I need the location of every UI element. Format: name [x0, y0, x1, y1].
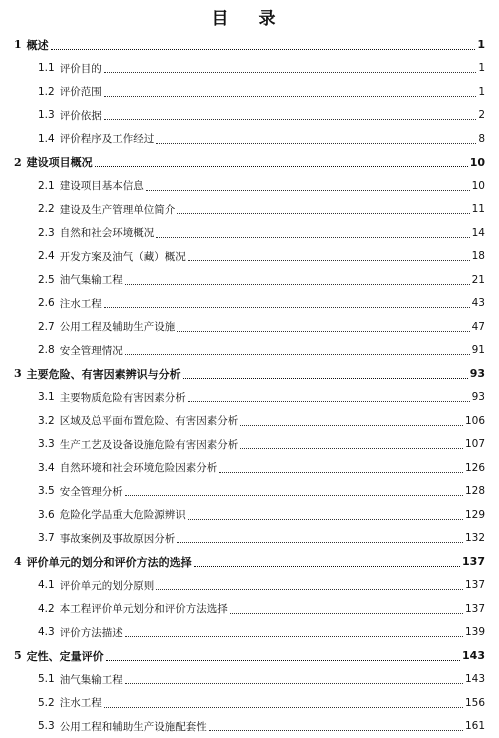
toc-section-entry[interactable] [0, 245, 499, 269]
toc-entry-page: 47 [472, 321, 485, 333]
toc-entry-page: 14 [472, 227, 485, 239]
toc-section-entry[interactable] [0, 456, 499, 480]
toc-entry-number: 5.1 [38, 673, 55, 685]
toc-entry-number: 3 [14, 367, 22, 380]
toc-entry-page: 93 [470, 367, 485, 380]
toc-entry-title: 评价范围 [60, 84, 102, 99]
toc-entry-number: 3.7 [38, 532, 55, 544]
toc-entry-number: 1.4 [38, 133, 55, 145]
toc-section-entry[interactable] [0, 527, 499, 551]
toc-entry-page: 21 [472, 274, 485, 286]
toc-entry-title: 评价程序及工作经过 [60, 131, 155, 146]
toc-leader-dots [188, 259, 470, 261]
toc-leader-dots [146, 189, 470, 191]
toc-entry-title: 油气集输工程 [60, 672, 123, 687]
toc-leader-dots [219, 471, 463, 473]
toc-entry-title: 评价单元的划分原则 [60, 578, 155, 593]
toc-section-entry[interactable] [0, 480, 499, 504]
toc-entry-page: 137 [465, 603, 485, 615]
toc-entry-page: 132 [465, 532, 485, 544]
toc-entry-number: 2.3 [38, 227, 55, 239]
toc-section-entry[interactable] [0, 339, 499, 363]
toc-entry-number: 4 [14, 555, 22, 568]
toc-leader-dots [177, 330, 469, 332]
toc-entry-title: 建设及生产管理单位简介 [60, 202, 176, 217]
toc-leader-dots [240, 447, 463, 449]
toc-chapter-entry[interactable] [0, 550, 499, 574]
toc-entry-title: 安全管理分析 [60, 484, 123, 499]
toc-section-entry[interactable] [0, 104, 499, 128]
toc-entry-title: 概述 [27, 37, 49, 53]
toc-section-entry[interactable] [0, 597, 499, 621]
toc-entry-title: 公用工程和辅助生产设施配套性 [60, 719, 207, 734]
toc-entry-number: 2 [14, 156, 22, 169]
toc-leader-dots [104, 95, 477, 97]
toc-entry-number: 1.1 [38, 62, 55, 74]
toc-leader-dots [104, 71, 477, 73]
toc-entry-number: 3.5 [38, 485, 55, 497]
toc-entry-number: 3.4 [38, 462, 55, 474]
toc-entry-page: 143 [462, 649, 485, 662]
toc-entry-number: 3.2 [38, 415, 55, 427]
toc-entry-page: 8 [478, 133, 485, 145]
toc-leader-dots [177, 541, 463, 543]
toc-leader-dots [104, 118, 477, 120]
toc-entry-title: 开发方案及油气（藏）概况 [60, 249, 186, 264]
toc-entry-title: 定性、定量评价 [27, 648, 104, 664]
toc-entry-title: 主要危险、有害因素辨识与分析 [27, 366, 181, 382]
toc-entry-page: 11 [472, 203, 485, 215]
toc-section-entry[interactable] [0, 409, 499, 433]
toc-entry-number: 4.3 [38, 626, 55, 638]
toc-leader-dots [125, 283, 470, 285]
toc-entry-title: 注水工程 [60, 695, 102, 710]
toc-section-entry[interactable] [0, 433, 499, 457]
toc-leader-dots [125, 494, 463, 496]
toc-section-entry[interactable] [0, 80, 499, 104]
toc-entry-number: 1.3 [38, 109, 55, 121]
table-of-contents [0, 33, 499, 738]
toc-entry-page: 106 [465, 415, 485, 427]
toc-section-entry[interactable] [0, 174, 499, 198]
toc-entry-page: 126 [465, 462, 485, 474]
toc-entry-page: 1 [477, 38, 485, 51]
toc-entry-page: 43 [472, 297, 485, 309]
toc-leader-dots [230, 612, 463, 614]
toc-entry-page: 139 [465, 626, 485, 638]
toc-leader-dots [188, 400, 470, 402]
toc-chapter-entry[interactable] [0, 33, 499, 57]
toc-section-entry[interactable] [0, 574, 499, 598]
toc-entry-number: 2.2 [38, 203, 55, 215]
toc-entry-title: 自然环境和社会环境危险因素分析 [60, 460, 218, 475]
toc-leader-dots [240, 424, 463, 426]
toc-entry-number: 4.1 [38, 579, 55, 591]
toc-entry-number: 5.2 [38, 697, 55, 709]
toc-leader-dots [125, 353, 470, 355]
toc-entry-page: 1 [478, 62, 485, 74]
toc-entry-title: 事故案例及事故原因分析 [60, 531, 176, 546]
toc-entry-title: 评价目的 [60, 61, 102, 76]
toc-leader-dots [156, 236, 469, 238]
toc-leader-dots [104, 306, 470, 308]
toc-entry-number: 1.2 [38, 86, 55, 98]
toc-entry-number: 4.2 [38, 603, 55, 615]
toc-entry-page: 10 [472, 180, 485, 192]
toc-entry-page: 137 [465, 579, 485, 591]
toc-entry-page: 91 [472, 344, 485, 356]
toc-entry-number: 1 [14, 38, 22, 51]
toc-entry-page: 18 [472, 250, 485, 262]
toc-entry-title: 区域及总平面布置危险、有害因素分析 [60, 413, 239, 428]
toc-leader-dots [125, 682, 463, 684]
toc-entry-title: 安全管理情况 [60, 343, 123, 358]
toc-section-entry[interactable] [0, 292, 499, 316]
toc-entry-title: 注水工程 [60, 296, 102, 311]
toc-entry-title: 建设项目概况 [27, 154, 93, 170]
toc-chapter-entry[interactable] [0, 644, 499, 668]
toc-entry-page: 156 [465, 697, 485, 709]
toc-leader-dots [95, 165, 468, 167]
toc-entry-title: 主要物质危险有害因素分析 [60, 390, 186, 405]
toc-entry-title: 公用工程及辅助生产设施 [60, 319, 176, 334]
toc-entry-number: 3.1 [38, 391, 55, 403]
toc-leader-dots [194, 565, 460, 567]
toc-entry-number: 2.6 [38, 297, 55, 309]
toc-entry-number: 2.7 [38, 321, 55, 333]
toc-entry-title: 危险化学品重大危险源辨识 [60, 507, 186, 522]
toc-entry-title: 评价依据 [60, 108, 102, 123]
toc-entry-number: 2.5 [38, 274, 55, 286]
toc-leader-dots [188, 518, 463, 520]
toc-entry-page: 2 [478, 109, 485, 121]
toc-leader-dots [177, 212, 469, 214]
toc-section-entry[interactable] [0, 221, 499, 245]
toc-leader-dots [156, 588, 463, 590]
toc-entry-page: 161 [465, 720, 485, 732]
toc-section-entry[interactable] [0, 127, 499, 151]
toc-entry-title: 油气集输工程 [60, 272, 123, 287]
toc-leader-dots [106, 659, 460, 661]
toc-entry-number: 2.4 [38, 250, 55, 262]
toc-section-entry[interactable] [0, 315, 499, 339]
toc-entry-number: 2.1 [38, 180, 55, 192]
toc-section-entry[interactable] [0, 621, 499, 645]
toc-chapter-entry[interactable] [0, 151, 499, 175]
toc-entry-page: 137 [462, 555, 485, 568]
toc-leader-dots [183, 377, 468, 379]
toc-section-entry[interactable] [0, 268, 499, 292]
toc-entry-number: 2.8 [38, 344, 55, 356]
toc-entry-title: 生产工艺及设备设施危险有害因素分析 [60, 437, 239, 452]
toc-entry-title: 本工程评价单元划分和评价方法选择 [60, 601, 228, 616]
toc-entry-page: 129 [465, 509, 485, 521]
toc-entry-title: 评价单元的划分和评价方法的选择 [27, 554, 192, 570]
toc-leader-dots [156, 142, 476, 144]
toc-section-entry[interactable] [0, 386, 499, 410]
toc-entry-title: 自然和社会环境概况 [60, 225, 155, 240]
toc-section-entry[interactable] [0, 57, 499, 81]
toc-entry-number: 3.6 [38, 509, 55, 521]
toc-entry-page: 128 [465, 485, 485, 497]
toc-entry-number: 5.3 [38, 720, 55, 732]
toc-entry-page: 1 [478, 86, 485, 98]
toc-entry-title: 建设项目基本信息 [60, 178, 144, 193]
toc-section-entry[interactable] [0, 198, 499, 222]
toc-title: 目 录 [0, 4, 499, 29]
toc-entry-number: 5 [14, 649, 22, 662]
toc-entry-title: 评价方法描述 [60, 625, 123, 640]
toc-entry-page: 10 [470, 156, 485, 169]
toc-entry-number: 3.3 [38, 438, 55, 450]
toc-chapter-entry[interactable] [0, 362, 499, 386]
toc-leader-dots [104, 706, 463, 708]
toc-section-entry[interactable] [0, 715, 499, 738]
toc-leader-dots [51, 48, 476, 50]
toc-section-entry[interactable] [0, 691, 499, 715]
toc-leader-dots [125, 635, 463, 637]
toc-section-entry[interactable] [0, 668, 499, 692]
toc-section-entry[interactable] [0, 503, 499, 527]
toc-entry-page: 143 [465, 673, 485, 685]
toc-entry-page: 107 [465, 438, 485, 450]
toc-entry-page: 93 [472, 391, 485, 403]
